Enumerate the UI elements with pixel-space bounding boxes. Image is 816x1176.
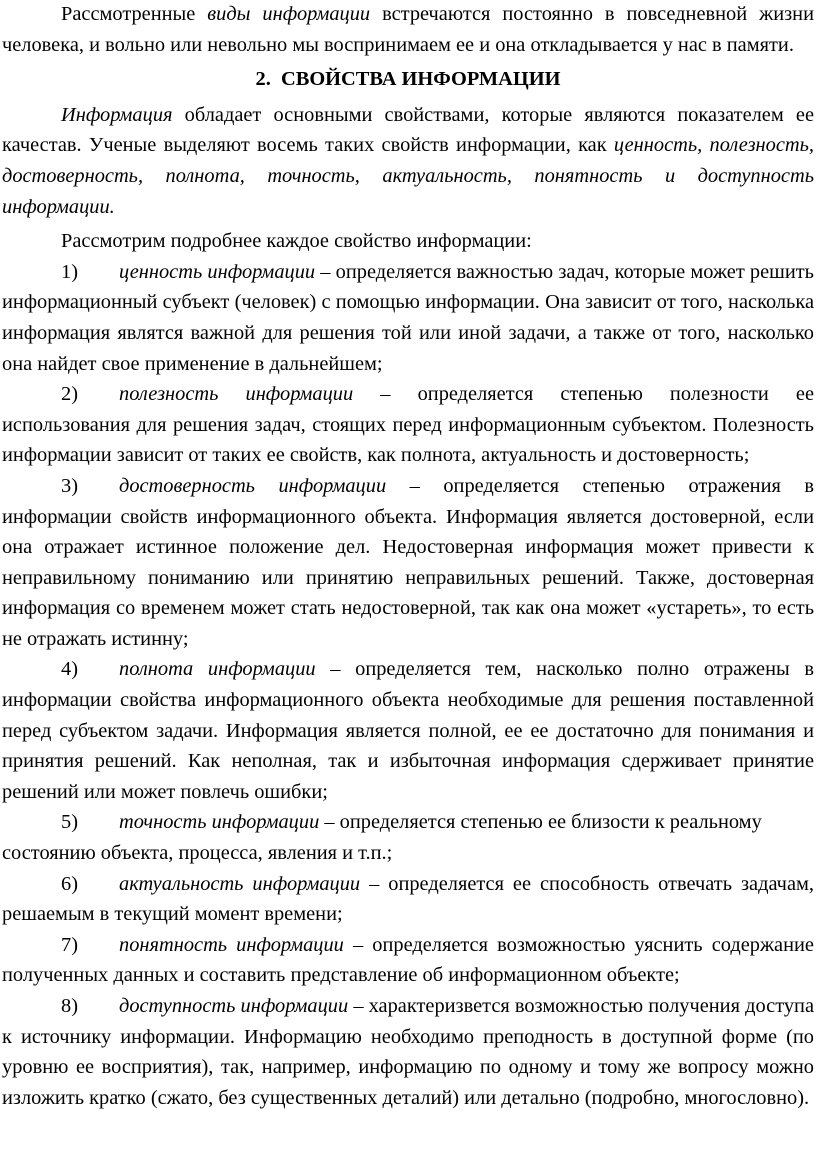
list-item: [2, 807, 814, 868]
item-number: 8): [61, 995, 78, 1017]
intro-italic: виды информации: [207, 3, 371, 25]
list-item: [2, 869, 814, 930]
item-term: полезность информации: [119, 383, 354, 406]
intro-text-after: встречаются постоянно в повседневной жизни человека, и вольно или невольно мы воспринимаем ее и она откладывается у нас в памяти.: [2, 3, 814, 56]
item-number: 3): [61, 474, 78, 497]
item-term: доступность информации: [119, 995, 349, 1017]
list-item: [2, 379, 814, 471]
list-item: [2, 257, 814, 379]
item-text: – определяется тем, насколько полно отражены в информации свойства информационного объекта необходимые для решения поставленной перед субъектом задачи. Информация является полной, ее ее достаточно для понимания и принятия решений. Как неполная, так и избыточная информация сдерживает принятие решений или может повлечь ошибки;: [2, 658, 814, 803]
item-number: 6): [61, 872, 78, 895]
item-term: достоверность информации: [119, 474, 387, 497]
list-item: [2, 471, 814, 655]
properties-italic-start: Информация: [61, 103, 173, 126]
list-item: [2, 991, 814, 1113]
properties-text: обладает основными свойствами, которые являются показателем ее качестав. Ученые выделяют восемь таких свойств информации, как: [2, 103, 814, 157]
list-item: [2, 930, 814, 991]
item-term: понятность информации: [119, 933, 344, 956]
item-text: – определяется возможностью уяснить содержание полученных данных и составить представление об информационном объекте;: [2, 933, 814, 987]
item-number: 5): [61, 811, 78, 834]
item-number: 1): [61, 260, 78, 283]
item-number: 4): [61, 658, 78, 681]
item-text: – определяется важностью задач, которые может решить информационный субъект (человек) с помощью информации. Она зависит от того, насколька информация являтся важной для решения той или иной задачи, а также от того, насколько она найдет свое применение в дальнейшем;: [2, 260, 814, 375]
list-item: [2, 654, 814, 807]
section-heading: [2, 64, 814, 95]
item-term: точность информации: [119, 811, 320, 834]
item-text: – определяется степенью ее близости к реальному состоянию объекта, процесса, явления и т.п.;: [2, 811, 762, 865]
section-number: 2.: [255, 68, 271, 91]
item-number: 7): [61, 933, 78, 956]
properties-italic-list: ценность, полезность, достоверность, полнота, точность, актуальность, понятность и доступность информации.: [2, 134, 814, 218]
item-term: актуальность информации: [119, 872, 361, 895]
item-text: – определяется степенью отражения в информации свойств информационного объекта. Информация является достоверной, если она отражает истинное положение дел. Недостоверная информация может привести к неправильному пониманию или принятию неправильных решений. Также, достоверная информация со временем может стать недостоверной, так как она может «устареть», то есть не отражать истинну;: [2, 474, 814, 650]
item-term: полнота информации: [119, 658, 316, 681]
intro-paragraph: [2, 0, 814, 60]
lead-sentence: Рассмотрим подробнее каждое свойство информации:: [61, 230, 532, 253]
properties-paragraph: [2, 100, 814, 222]
item-text: – определяется ее способность отвечать задачам, решаемым в текущий момент времени;: [2, 872, 814, 926]
item-term: ценность информации: [119, 260, 316, 283]
intro-text-before: Рассмотренные: [61, 3, 208, 25]
item-number: 2): [61, 383, 78, 406]
item-text: – характеризвется возможностью получения доступа к источнику информации. Информацию необходимо преподность в доступной форме (по уровню ее восприятия), так, например, информацию по одному и тому же вопросу можно изложить кратко (сжато, без существенных деталий) или детально (подробно, многословно).: [2, 995, 814, 1109]
item-text: – определяется степенью полезности ее использования для решения задач, стоящих перед информационным субъектом. Полезность информации зависит от таких ее свойств, как полнота, актуальность и достоверность;: [2, 383, 815, 467]
section-title: СВОЙСТВА ИНФОРМАЦИИ: [281, 68, 561, 91]
